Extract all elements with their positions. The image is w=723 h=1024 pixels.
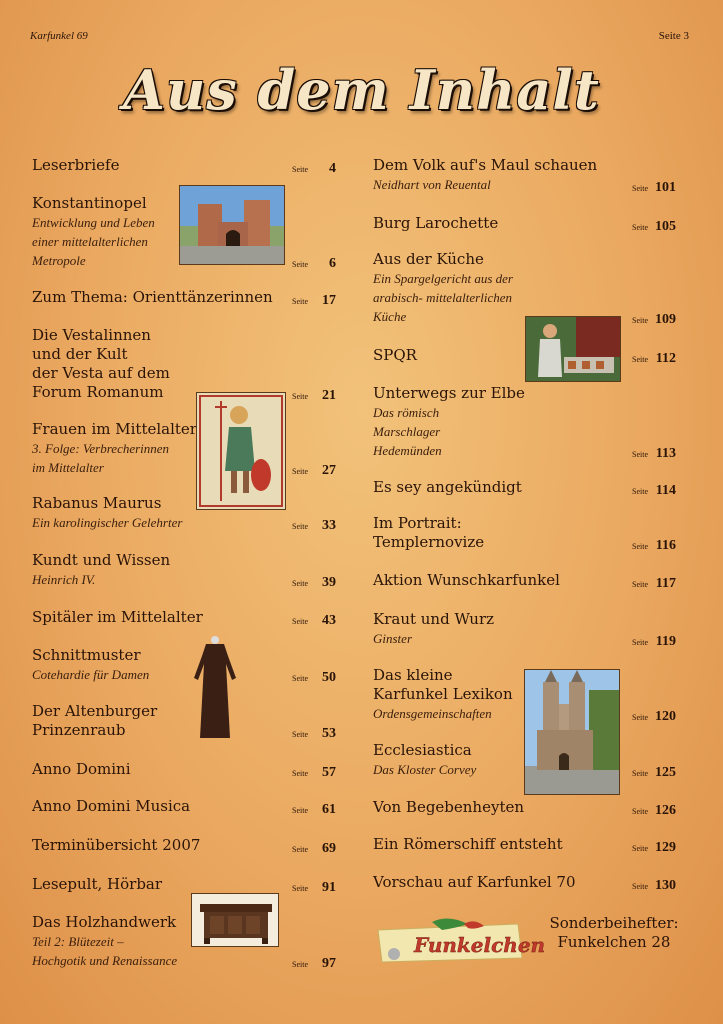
page-word: Seite [292,467,308,476]
entry-title-line: Aus der Küche [373,250,484,268]
left-toc-entry [32,194,155,270]
left-toc-entry [32,288,273,307]
corvey-abbey-photo [524,669,620,795]
page-word: Seite [292,392,308,401]
page-word: Seite [292,579,308,588]
entry-title-line: Von Begebenheyten [373,798,525,816]
vestal-saint-image [196,392,286,510]
page-word: Seite [632,638,648,647]
left-toc-entry [32,702,157,740]
entry-title-line: Kraut und Wurz [373,610,495,628]
entry-subtitle-line: Küche [373,309,407,324]
entry-title-line: Templernovize [373,533,485,551]
page-reference [292,252,352,272]
page-word: Seite [292,297,308,306]
right-toc-entry [373,571,560,590]
page-number-ref: 101 [655,180,676,195]
entry-title-line: der Vesta auf dem [32,364,170,382]
page-number-ref: 129 [655,840,676,855]
page-reference [632,572,692,592]
page-word: Seite [292,806,308,815]
page-number-ref: 57 [322,765,336,780]
page-word: Seite [292,960,308,969]
page-reference [292,571,352,591]
page-number-ref: 61 [322,802,336,817]
entry-subtitle-line: Entwicklung und Leben [32,215,155,230]
entry-title-line: Aktion Wunschkarfunkel [373,571,560,589]
left-toc-entry [32,760,131,779]
page-number-ref: 120 [655,709,676,724]
entry-title-line: Forum Romanum [32,383,164,401]
entry-subtitle-line: Hedemünden [373,443,442,458]
page-reference [292,761,352,781]
page-title: Aus dem Inhalt [123,58,600,122]
page-word: Seite [632,769,648,778]
entry-title-line: Rabanus Maurus [32,494,162,512]
right-toc-entry [373,835,563,854]
page-reference [632,799,692,819]
page-reference [632,215,692,235]
left-toc-entry [32,420,197,477]
page-reference [292,459,352,479]
right-toc-entry [373,610,494,648]
entry-subtitle-line: Neidhart von Reuental [373,177,491,192]
page-word: Seite [632,844,648,853]
right-toc-entry [373,873,576,892]
page-word: Seite [632,713,648,722]
page-number-ref: 114 [655,483,676,498]
page-word: Seite [632,807,648,816]
page-reference [292,609,352,629]
page-reference [632,176,692,196]
page-reference [632,347,692,367]
page-word: Seite [632,223,648,232]
left-toc-entry [32,156,119,175]
page-number-ref: 27 [322,463,336,478]
page-reference [632,479,692,499]
page-reference [632,874,692,894]
page-number-ref: 21 [322,388,336,403]
page-word: Seite [292,674,308,683]
entry-title-line: Im Portrait: [373,514,462,532]
page-number-ref: 109 [655,312,676,327]
entry-subtitle-line: Marschlager [373,424,441,439]
page-number-ref: 43 [322,613,336,628]
page-word: Seite [632,882,648,891]
page-number-ref: 125 [655,765,676,780]
spqr-cooking-photo [525,316,621,382]
entry-subtitle-line: Ordensgemeinschaften [373,706,492,721]
insert-notice-line1: Sonderbeihefter: [549,914,679,932]
page-number-ref: 97 [322,956,336,971]
entry-title-line: Schnittmuster [32,646,141,664]
entry-title-line: Zum Thema: Orienttänzerinnen [32,288,273,306]
right-toc-entry [373,156,597,194]
page-number-ref: 39 [322,575,336,590]
page-reference [632,761,692,781]
page-word: Seite [292,730,308,739]
entry-title-line: Der Altenburger [32,702,158,720]
entry-title-line: Anno Domini Musica [32,797,191,815]
entry-title-line: Frauen im Mittelalter [32,420,197,438]
page-reference [632,308,692,328]
right-toc-entry [373,514,484,552]
page-number-ref: 17 [322,293,336,308]
page-number: Seite 3 [658,30,689,42]
page-reference [632,836,692,856]
left-toc-entry [32,551,170,589]
entry-subtitle-line: arabisch- mittelalterlichen [373,290,513,305]
entry-title-line: und der Kult [32,345,128,363]
insert-notice-line2: Funkelchen 28 [557,933,671,951]
entry-title-line: Das kleine [373,666,453,684]
entry-subtitle-line: Metropole [32,253,86,268]
page-reference [292,289,352,309]
page-reference [632,705,692,725]
cotehardie-dress-image [192,634,238,738]
entry-subtitle-line: Hochgotik und Renaissance [32,953,178,968]
entry-title-line: Die Vestalinnen [32,326,151,344]
left-toc-entry [32,326,170,402]
page-reference [292,722,352,742]
left-toc-entry [32,797,190,816]
page-word: Seite [292,165,308,174]
wooden-chest-image [191,893,279,947]
entry-title-line: Karfunkel Lexikon [373,685,513,703]
entry-subtitle-line: Das Kloster Corvey [373,762,477,777]
left-toc-entry [32,494,182,532]
entry-subtitle-line: 3. Folge: Verbrecherinnen [32,441,170,456]
entry-title-line: Vorschau auf Karfunkel 70 [373,873,576,891]
left-toc-entry [32,608,203,627]
constantinople-walls-image [179,185,285,265]
page-number-ref: 119 [655,634,676,649]
page-number-ref: 117 [655,576,676,591]
page-number-ref: 6 [329,256,336,271]
page-reference [632,442,692,462]
entry-title-line: Leserbriefe [32,156,120,174]
page-number-ref: 53 [322,726,336,741]
page-word: Seite [632,580,648,589]
page-number-ref: 33 [322,518,336,533]
entry-subtitle-line: Ein karolingischer Gelehrter [32,515,183,530]
page-reference [292,514,352,534]
left-toc-entry [32,913,177,970]
entry-title-line: Burg Larochette [373,214,499,232]
page-number-ref: 69 [322,841,336,856]
entry-subtitle-line: einer mittelalterlichen [32,234,148,249]
entry-title-line: Prinzenraub [32,721,126,739]
page-reference [292,666,352,686]
page-reference [292,952,352,972]
page-number-ref: 126 [655,803,676,818]
right-toc-entry [373,741,476,779]
left-toc-entry [32,836,200,855]
entry-subtitle-line: Das römisch [373,405,440,420]
right-toc-entry [373,478,522,497]
page-number-ref: 50 [322,670,336,685]
entry-title-line: Unterwegs zur Elbe [373,384,525,402]
funkelchen-logo-text: Funkelchen [414,933,546,957]
entry-title-line: SPQR [373,346,417,364]
page-word: Seite [632,355,648,364]
entry-title-line: Terminübersicht 2007 [32,836,201,854]
entry-title-line: Kundt und Wissen [32,551,171,569]
page-number-ref: 4 [329,161,336,176]
entry-title-line: Ecclesiastica [373,741,472,759]
page-reference [632,534,692,554]
insert-notice [548,914,680,952]
entry-title-line: Es sey angekündigt [373,478,522,496]
page-word: Seite [292,617,308,626]
funkelchen-logo [372,916,546,966]
page-word: Seite [632,450,648,459]
right-toc-entry [373,346,417,365]
page-word: Seite [292,522,308,531]
page-word: Seite [632,316,648,325]
page-number-ref: 113 [655,446,676,461]
entry-title-line: Konstantinopel [32,194,147,212]
entry-subtitle-line: Cotehardie für Damen [32,667,150,682]
page-reference [292,798,352,818]
page-word: Seite [292,260,308,269]
entry-subtitle-line: Teil 2: Blütezeit – [32,934,124,949]
entry-title-line: Lesepult, Hörbar [32,875,163,893]
entry-subtitle-line: Ein Spargelgericht aus der [373,271,513,286]
page-number-ref: 116 [655,538,676,553]
entry-subtitle-line: Heinrich IV. [32,572,96,587]
right-toc-entry [373,250,513,326]
page-word: Seite [632,184,648,193]
left-toc-entry [32,875,162,894]
page-word: Seite [632,487,648,496]
entry-title-line: Spitäler im Mittelalter [32,608,203,626]
page-reference [292,876,352,896]
page-word: Seite [292,769,308,778]
page-number-ref: 130 [655,878,676,893]
page-reference [292,837,352,857]
page-reference [632,630,692,650]
entry-title-line: Dem Volk auf's Maul schauen [373,156,598,174]
right-toc-entry [373,798,524,817]
page-number-ref: 112 [655,351,676,366]
entry-subtitle-line: im Mittelalter [32,460,104,475]
entry-title-line: Anno Domini [32,760,131,778]
page-number-ref: 91 [322,880,336,895]
page-word: Seite [632,542,648,551]
magazine-issue: Karfunkel 69 [30,30,88,42]
right-toc-entry [373,214,498,233]
page-number-ref: 105 [655,219,676,234]
page-word: Seite [292,845,308,854]
page-reference [292,157,352,177]
page-word: Seite [292,884,308,893]
right-toc-entry [373,666,513,723]
right-toc-entry [373,384,525,460]
entry-title-line: Ein Römerschiff entsteht [373,835,563,853]
left-toc-entry [32,646,149,684]
page-reference [292,384,352,404]
entry-title-line: Das Holzhandwerk [32,913,177,931]
entry-subtitle-line: Ginster [373,631,412,646]
